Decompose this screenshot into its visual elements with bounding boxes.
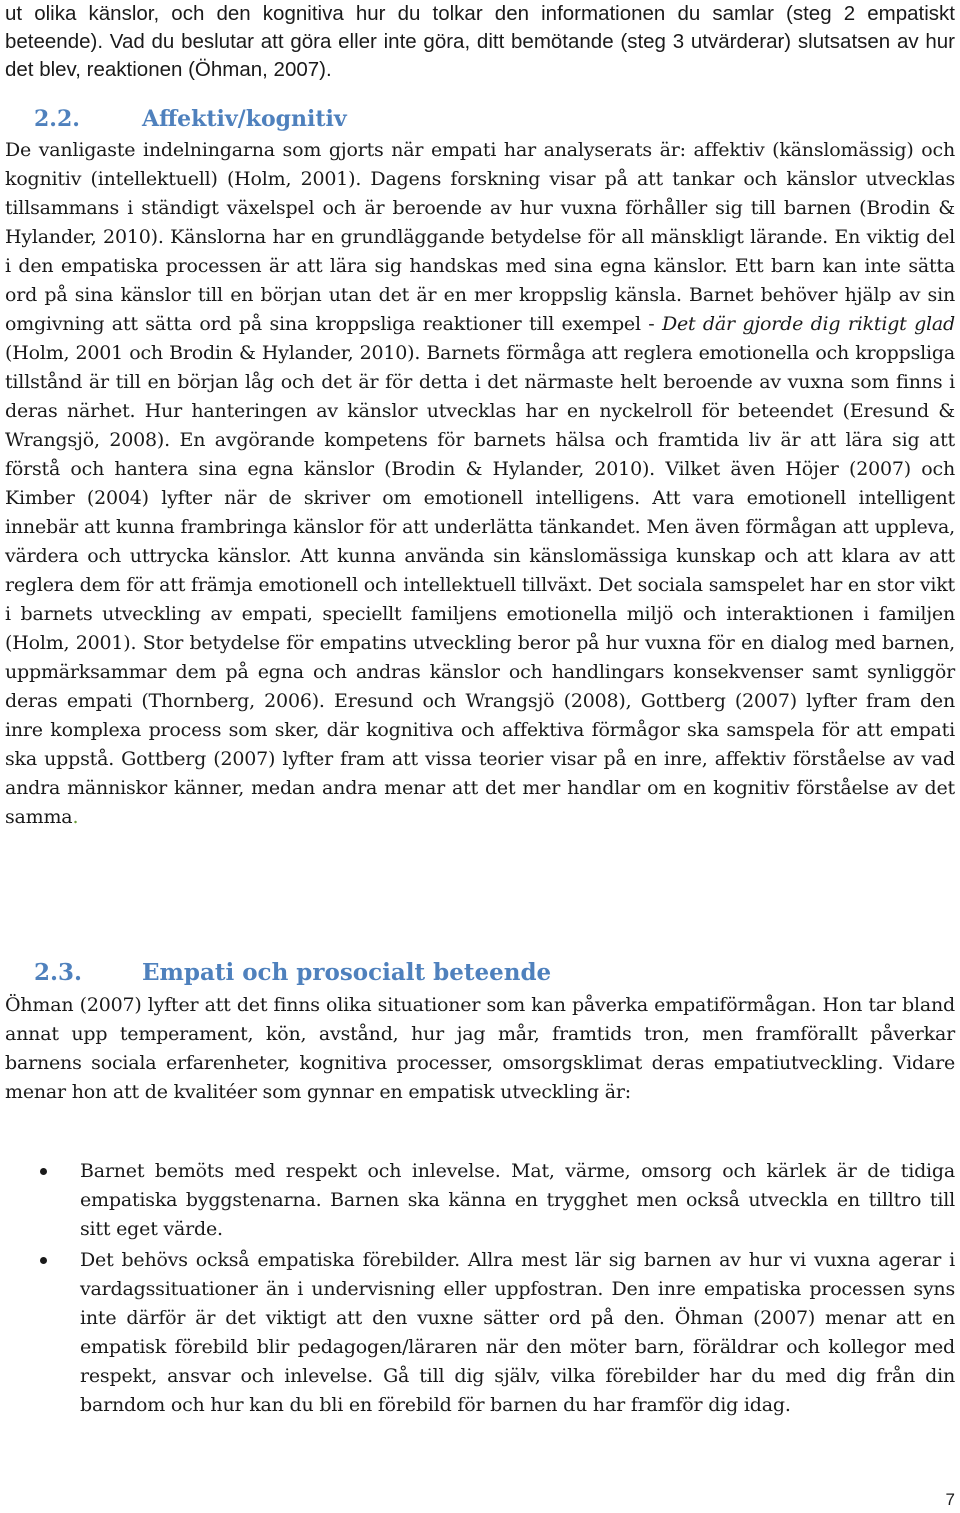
- list-item: [0, 1157, 960, 1244]
- intro-paragraph: [5, 0, 955, 84]
- section-heading-2-2: [34, 106, 347, 132]
- body-text-end: (Holm, 2001 och Brodin & Hylander, 2010). Barnets förmåga att reglera emotionella och kroppsliga tillstånd är till en början låg och det är för detta i det närmaste helt beroende av vuxna som finns i deras närhet. Hur hanteringen av känslor utvecklas har en nyckelroll för beteendet (Eresund & Wrangsjö, 2008). En avgörande kompetens för barnets hälsa och framtida liv är att lära sig att förstå och hantera sina egna känslor (Brodin & Hylander, 2010). Vilket även Höjer (2007) och Kimber (2004) lyfter när de skriver om emotionell intelligens. Att vara emotionell intelligent innebär att kunna frambringa känslor för att underlätta tänkandet. Men även förmågan att uppleva, värdera och uttrycka känslor. Att kunna använda sin känslomässiga kunskap och att klara av att reglera dem för att främja emotionell och intellektuell tillväxt. Det sociala samspelet har en stor vikt i barnets utveckling av empati, speciellt familjens emotionella miljö och interaktionen i familjen (Holm, 2001). Stor betydelse för empatins utveckling beror på hur vuxna för en dialog med barnen, uppmärksammar dem på egna och andras känslor och handlingars konsekvenser samt synliggör deras empati (Thornberg, 2006). Eresund och Wrangsjö (2008), Gottberg (2007) lyfter fram den inre komplexa process som sker, där kognitiva och affektiva förmågor ska samspela för att empati ska uppstå. Gottberg (2007) lyfter fram att vissa teorier visar på en inre, affektiv förståelse av vad andra människor känner, medan andra menar att det mer handlar om en kognitiv förståelse av det samma: [5, 342, 955, 828]
- bullet-icon: [40, 1168, 47, 1175]
- list-item-text: Det behövs också empatiska förebilder. Allra mest lär sig barnen av hur vi vuxna agerar i vardagssituationer än i undervisning eller uppfostran. Den inre empatiska processen syns inte därför är det viktigt att den vuxne sätter ord på den. Öhman (2007) menar att en empatisk förebild blir pedagogen/läraren när den möter barn, föräldrar och kollegor med respekt, ansvar och inlevelse. Gå till dig själv, vilka förebilder har du med dig från din barndom och hur kan du bli en förebild för barnen du har framför dig idag.: [80, 1249, 955, 1416]
- italic-quote: Det där gjorde dig riktigt glad: [661, 313, 955, 335]
- final-period: .: [72, 806, 79, 828]
- body-text-start: De vanligaste indelningarna som gjorts när empati har analyserats är: affektiv (känslomässig) och kognitiv (intellektuell) (Holm, 2001). Dagens forskning visar på att tankar och känslor utvecklas tillsammans i ständigt växelspel och är beroende av hur vuxna förhåller sig till barnen (Brodin & Hylander, 2010). Känslorna har en grundläggande betydelse för all mänskligt lärande. En viktig del i den empatiska processen är att lära sig handskas med sina egna känslor. Ett barn kan inte sätta ord på sina känslor till en början utan det är en mer kroppslig känsla. Barnet behöver hjälp av sin omgivning att sätta ord på sina kroppsliga reaktioner till exempel -: [5, 139, 955, 335]
- bullet-icon: [40, 1257, 47, 1264]
- section-heading-2-3: [34, 959, 551, 986]
- section-2-2-paragraph: [5, 136, 955, 832]
- qualities-list: [0, 1157, 960, 1422]
- section-title: Empati och prosocialt beteende: [142, 959, 552, 986]
- section-title: Affektiv/kognitiv: [142, 106, 347, 132]
- list-item: [0, 1246, 960, 1420]
- section-number: 2.2.: [34, 106, 80, 132]
- section-number: 2.3.: [34, 959, 83, 986]
- page-number: 7: [945, 1490, 955, 1509]
- intro-text: ut olika känslor, och den kognitiva hur du tolkar den informationen du samlar (steg 2 empatiskt beteende). Vad du beslutar att göra eller inte göra, ditt bemötande (steg 3 utvärderar) slutsatsen av hur det blev, reaktionen (Öhman, 2007).: [5, 2, 955, 81]
- section-2-3-paragraph: [5, 991, 955, 1107]
- body-text: Öhman (2007) lyfter att det finns olika situationer som kan påverka empatiförmågan. Hon tar bland annat upp temperament, kön, avstånd, hur jag mår, framtids tron, men framförallt påverkar barnens sociala erfarenheter, kognitiva processer, omsorgsklimat deras empatiutveckling. Vidare menar hon att de kvalitéer som gynnar en empatisk utveckling är:: [5, 994, 955, 1103]
- list-item-text: Barnet bemöts med respekt och inlevelse. Mat, värme, omsorg och kärlek är de tidiga empatiska byggstenarna. Barnen ska känna en trygghet men också utveckla en tilltro till sitt eget värde.: [80, 1160, 955, 1240]
